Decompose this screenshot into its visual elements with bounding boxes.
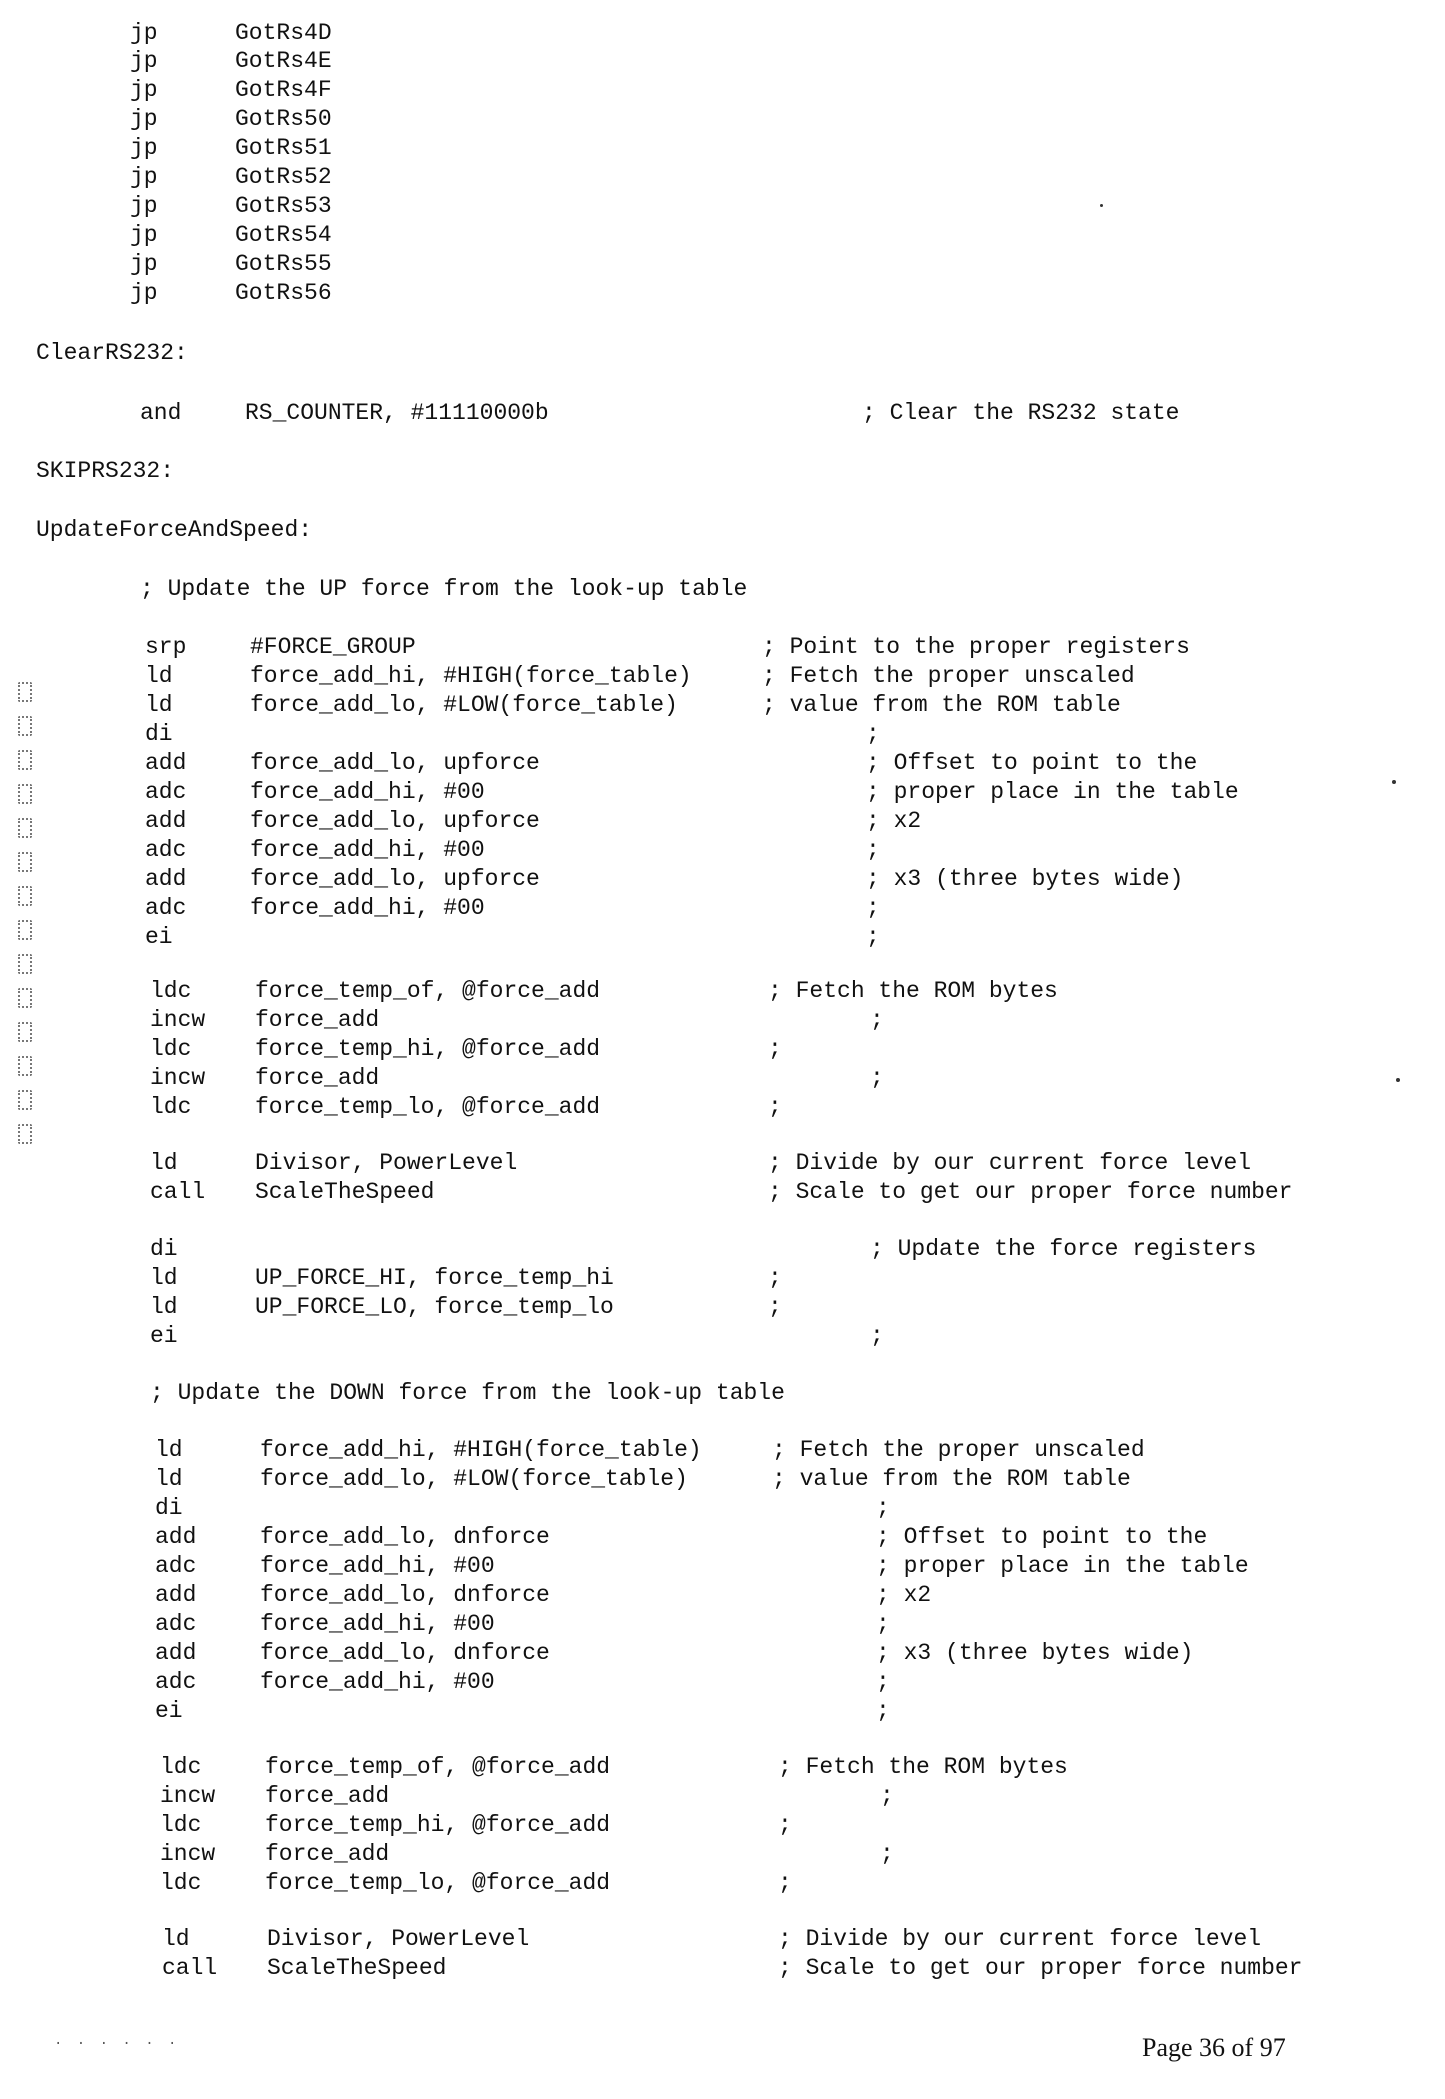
instruction-mnemonic: jp	[130, 77, 158, 103]
instruction-mnemonic: jp	[130, 135, 158, 161]
instruction-comment: ; Fetch the ROM bytes	[768, 978, 1058, 1004]
instruction-comment: ;	[876, 1669, 890, 1695]
instruction-comment: ;	[768, 1294, 782, 1320]
scan-speck	[1100, 204, 1103, 207]
instruction-mnemonic: call	[162, 1955, 218, 1981]
instruction-operands: GotRs4E	[235, 48, 332, 74]
instruction-operands: force_add_hi, #00	[250, 895, 485, 921]
instruction-operands: force_add	[265, 1783, 390, 1809]
instruction-mnemonic: add	[155, 1640, 197, 1666]
instruction-mnemonic: srp	[145, 634, 187, 660]
scan-speck	[1396, 1078, 1400, 1082]
instruction-mnemonic: jp	[130, 280, 158, 306]
instruction-comment: ; Offset to point to the	[866, 750, 1198, 776]
instruction-operands: GotRs55	[235, 251, 332, 277]
instruction-mnemonic: jp	[130, 106, 158, 132]
instruction-comment: ; value from the ROM table	[762, 692, 1121, 718]
instruction-comment: ;	[870, 1007, 884, 1033]
instruction-comment: ; Divide by our current force level	[768, 1150, 1252, 1176]
instruction-operands: force_temp_lo, @force_add	[255, 1094, 601, 1120]
instruction-operands: GotRs50	[235, 106, 332, 132]
instruction-operands: force_add_lo, upforce	[250, 750, 540, 776]
instruction-comment: ; Update the force registers	[870, 1236, 1257, 1262]
instruction-mnemonic: jp	[130, 48, 158, 74]
instruction-comment: ; Scale to get our proper force number	[768, 1179, 1293, 1205]
scan-speck	[1392, 780, 1396, 784]
instruction-mnemonic: jp	[130, 20, 158, 46]
instruction-comment: ; Point to the proper registers	[762, 634, 1190, 660]
instruction-comment: ;	[866, 721, 880, 747]
instruction-operands: GotRs51	[235, 135, 332, 161]
instruction-comment: ;	[880, 1841, 894, 1867]
instruction-mnemonic: and	[140, 400, 182, 426]
instruction-operands: Divisor, PowerLevel	[267, 1926, 530, 1952]
instruction-mnemonic: ei	[150, 1323, 178, 1349]
instruction-mnemonic: incw	[150, 1065, 206, 1091]
instruction-mnemonic: adc	[145, 837, 187, 863]
instruction-comment: ;	[870, 1065, 884, 1091]
instruction-mnemonic: ld	[150, 1294, 178, 1320]
instruction-comment: ;	[778, 1870, 792, 1896]
instruction-mnemonic: ldc	[150, 978, 192, 1004]
instruction-operands: GotRs53	[235, 193, 332, 219]
instruction-operands: UP_FORCE_LO, force_temp_lo	[255, 1294, 614, 1320]
instruction-comment: ;	[880, 1783, 894, 1809]
instruction-operands: UP_FORCE_HI, force_temp_hi	[255, 1265, 614, 1291]
instruction-mnemonic: ld	[150, 1150, 178, 1176]
instruction-mnemonic: ei	[145, 924, 173, 950]
page-number: Page 36 of 97	[1142, 2033, 1286, 2062]
instruction-comment: ;	[870, 1323, 884, 1349]
instruction-operands: force_add_lo, dnforce	[260, 1582, 550, 1608]
code-label: ClearRS232:	[36, 340, 188, 366]
instruction-operands: force_temp_of, @force_add	[265, 1754, 611, 1780]
instruction-mnemonic: add	[145, 750, 187, 776]
instruction-operands: force_add_hi, #00	[250, 837, 485, 863]
instruction-operands: force_temp_lo, @force_add	[265, 1870, 611, 1896]
instruction-comment: ;	[876, 1611, 890, 1637]
instruction-operands: force_add	[255, 1007, 380, 1033]
instruction-mnemonic: ld	[145, 663, 173, 689]
instruction-operands: #FORCE_GROUP	[250, 634, 416, 660]
instruction-mnemonic: jp	[130, 222, 158, 248]
instruction-operands: force_add_lo, upforce	[250, 866, 540, 892]
instruction-mnemonic: ldc	[160, 1754, 202, 1780]
instruction-mnemonic: ldc	[150, 1036, 192, 1062]
instruction-mnemonic: di	[150, 1236, 178, 1262]
instruction-comment: ; x2	[866, 808, 922, 834]
instruction-comment: ; Fetch the ROM bytes	[778, 1754, 1068, 1780]
instruction-operands: force_temp_hi, @force_add	[265, 1812, 611, 1838]
instruction-operands: force_add_lo, dnforce	[260, 1524, 550, 1550]
instruction-comment: ;	[876, 1495, 890, 1521]
instruction-comment: ; Divide by our current force level	[778, 1926, 1262, 1952]
instruction-comment: ; Fetch the proper unscaled	[772, 1437, 1145, 1463]
instruction-comment: ; x3 (three bytes wide)	[876, 1640, 1194, 1666]
instruction-operands: GotRs52	[235, 164, 332, 190]
instruction-operands: force_temp_of, @force_add	[255, 978, 601, 1004]
instruction-comment: ; proper place in the table	[876, 1553, 1249, 1579]
instruction-mnemonic: add	[145, 808, 187, 834]
instruction-operands: force_add_lo, dnforce	[260, 1640, 550, 1666]
instruction-operands: force_add_hi, #00	[260, 1553, 495, 1579]
instruction-mnemonic: ld	[155, 1466, 183, 1492]
instruction-comment: ; x3 (three bytes wide)	[866, 866, 1184, 892]
instruction-mnemonic: di	[145, 721, 173, 747]
instruction-operands: Divisor, PowerLevel	[255, 1150, 518, 1176]
instruction-mnemonic: di	[155, 1495, 183, 1521]
instruction-comment: ;	[768, 1094, 782, 1120]
instruction-operands: force_add_hi, #00	[260, 1611, 495, 1637]
instruction-mnemonic: incw	[150, 1007, 206, 1033]
code-label: SKIPRS232:	[36, 458, 175, 484]
instruction-comment: ;	[866, 837, 880, 863]
instruction-mnemonic: ei	[155, 1698, 183, 1724]
instruction-mnemonic: incw	[160, 1783, 216, 1809]
instruction-comment: ; value from the ROM table	[772, 1466, 1131, 1492]
instruction-comment: ; x2	[876, 1582, 932, 1608]
instruction-comment: ; Clear the RS232 state	[862, 400, 1180, 426]
instruction-mnemonic: jp	[130, 193, 158, 219]
instruction-operands: force_temp_hi, @force_add	[255, 1036, 601, 1062]
instruction-operands: force_add	[255, 1065, 380, 1091]
instruction-operands: GotRs4D	[235, 20, 332, 46]
instruction-operands: ScaleTheSpeed	[267, 1955, 447, 1981]
instruction-comment: ; Fetch the proper unscaled	[762, 663, 1135, 689]
code-label: UpdateForceAndSpeed:	[36, 517, 313, 543]
instruction-operands: GotRs56	[235, 280, 332, 306]
instruction-mnemonic: ldc	[160, 1812, 202, 1838]
instruction-mnemonic: ldc	[160, 1870, 202, 1896]
instruction-comment: ;	[778, 1812, 792, 1838]
instruction-operands: force_add_hi, #HIGH(force_table)	[260, 1437, 702, 1463]
instruction-mnemonic: add	[155, 1582, 197, 1608]
margin-stamp	[14, 682, 36, 1182]
instruction-comment: ; proper place in the table	[866, 779, 1239, 805]
instruction-operands: force_add_hi, #00	[260, 1669, 495, 1695]
section-comment: ; Update the DOWN force from the look-up table	[150, 1380, 785, 1406]
instruction-operands: GotRs4F	[235, 77, 332, 103]
instruction-mnemonic: ld	[145, 692, 173, 718]
instruction-operands: RS_COUNTER, #11110000b	[245, 400, 549, 426]
instruction-mnemonic: adc	[155, 1669, 197, 1695]
instruction-comment: ; Offset to point to the	[876, 1524, 1208, 1550]
instruction-mnemonic: jp	[130, 164, 158, 190]
instruction-operands: force_add_lo, #LOW(force_table)	[250, 692, 678, 718]
footer-dots: · · · · · ·	[54, 2036, 180, 2052]
instruction-mnemonic: ld	[155, 1437, 183, 1463]
instruction-comment: ;	[866, 924, 880, 950]
instruction-mnemonic: adc	[145, 779, 187, 805]
instruction-mnemonic: adc	[155, 1611, 197, 1637]
instruction-mnemonic: ld	[162, 1926, 190, 1952]
instruction-comment: ; Scale to get our proper force number	[778, 1955, 1303, 1981]
instruction-operands: ScaleTheSpeed	[255, 1179, 435, 1205]
instruction-comment: ;	[768, 1265, 782, 1291]
instruction-comment: ;	[866, 895, 880, 921]
instruction-operands: force_add_lo, upforce	[250, 808, 540, 834]
instruction-mnemonic: adc	[145, 895, 187, 921]
instruction-mnemonic: add	[145, 866, 187, 892]
instruction-mnemonic: adc	[155, 1553, 197, 1579]
instruction-comment: ;	[876, 1698, 890, 1724]
instruction-operands: force_add	[265, 1841, 390, 1867]
instruction-operands: force_add_lo, #LOW(force_table)	[260, 1466, 688, 1492]
instruction-comment: ;	[768, 1036, 782, 1062]
instruction-mnemonic: add	[155, 1524, 197, 1550]
instruction-mnemonic: jp	[130, 251, 158, 277]
instruction-operands: force_add_hi, #HIGH(force_table)	[250, 663, 692, 689]
instruction-mnemonic: ld	[150, 1265, 178, 1291]
instruction-operands: GotRs54	[235, 222, 332, 248]
instruction-mnemonic: call	[150, 1179, 206, 1205]
instruction-operands: force_add_hi, #00	[250, 779, 485, 805]
section-comment: ; Update the UP force from the look-up table	[140, 576, 748, 602]
instruction-mnemonic: ldc	[150, 1094, 192, 1120]
instruction-mnemonic: incw	[160, 1841, 216, 1867]
